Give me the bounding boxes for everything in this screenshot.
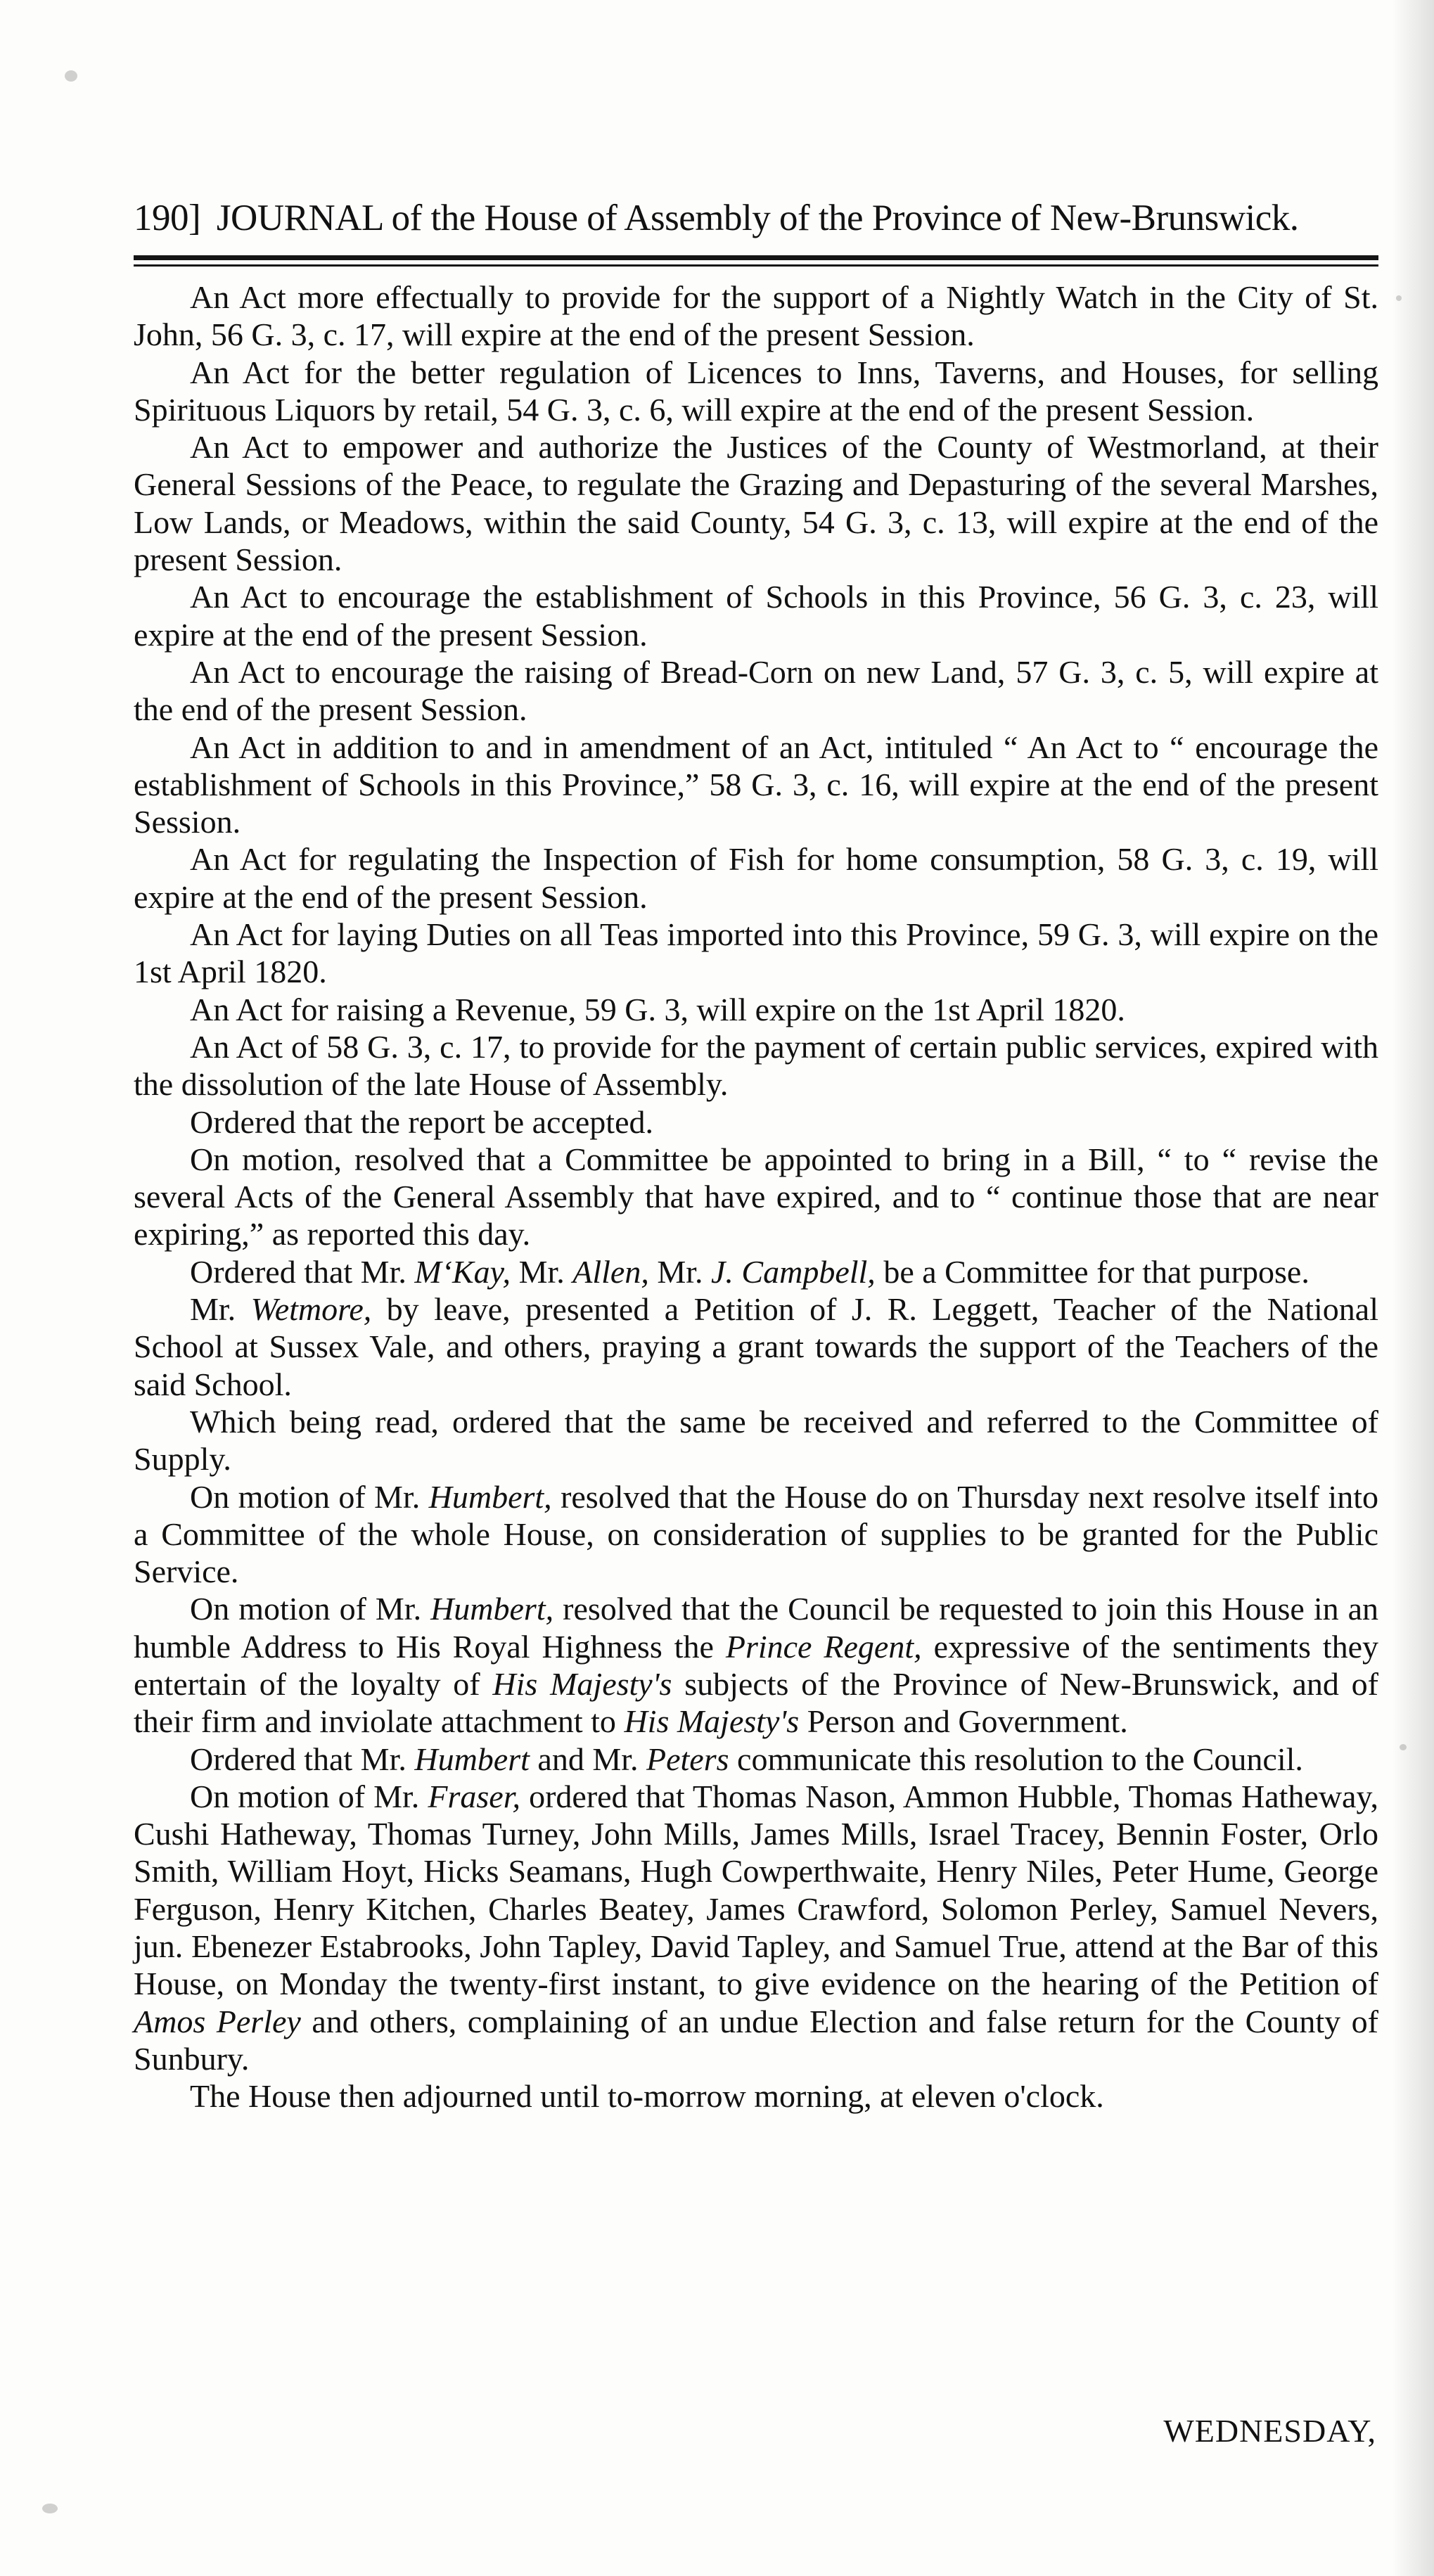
- page-edge-shadow: [1392, 0, 1434, 2576]
- italic-text: His Majesty's: [624, 1703, 800, 1740]
- scan-speckle: [1396, 295, 1402, 301]
- paragraph-text: Person and Government.: [799, 1703, 1128, 1740]
- journal-paragraph: [134, 578, 1378, 653]
- paragraph-text: On motion of Mr.: [190, 1778, 428, 1814]
- journal-paragraph: [134, 1741, 1378, 1778]
- paragraph-text: An Act for the better regulation of Licences to Inns, Taverns, and Houses, for selling Spirituous Liquors by retail, 54 G. 3, c. 6, will expire at the end of the present Session.: [134, 354, 1378, 428]
- journal-paragraph: [134, 1253, 1378, 1290]
- paragraph-text: communicate this resolution to the Council.: [729, 1741, 1303, 1777]
- paragraph-text: An Act to encourage the establishment of Schools in this Province, 56 G. 3, c. 23, will expire at the end of the present Session.: [134, 579, 1378, 653]
- journal-paragraph: [134, 653, 1378, 729]
- journal-paragraph: [134, 278, 1378, 354]
- paragraph-text: An Act of 58 G. 3, c. 17, to provide for the payment of certain public services, expired with the dissolution of the late House of Assembly.: [134, 1028, 1378, 1103]
- paragraph-text: An Act to empower and authorize the Justices of the County of Westmorland, at their General Sessions of the Peace, to regulate the Grazing and Depasturing of the several Marshes, Low Lands, or Meadows, within the said County, 54 G. 3, c. 13, will expire at the end of the present Session.: [134, 429, 1378, 578]
- header-rule-thick: [134, 255, 1378, 260]
- italic-text: J. Campbell,: [711, 1253, 876, 1290]
- paragraph-text: An Act more effectually to provide for the support of a Nightly Watch in the City of St. John, 56 G. 3, c. 17, will expire at the end of the present Session.: [134, 279, 1378, 353]
- journal-paragraph: [134, 1590, 1378, 1740]
- journal-title: JOURNAL of the House of Assembly of the Province of New-Brunswick.: [216, 198, 1299, 238]
- journal-paragraph: [134, 1028, 1378, 1103]
- italic-text: His Majesty's: [492, 1665, 672, 1702]
- journal-paragraph: [134, 1403, 1378, 1478]
- paragraph-text: On motion, resolved that a Committee be appointed to bring in a Bill, “ to “ revise the several Acts of the General Assembly that have expired, and to “ continue those that are near expiring,” as reported this day.: [134, 1141, 1378, 1252]
- paragraph-text: An Act to encourage the raising of Bread-Corn on new Land, 57 G. 3, c. 5, will expire at the end of the present Session.: [134, 653, 1378, 728]
- italic-text: Allen,: [572, 1253, 649, 1290]
- journal-paragraph: [134, 1290, 1378, 1403]
- paragraph-text: On motion of Mr.: [190, 1591, 431, 1627]
- scan-speckle: [1400, 1744, 1407, 1750]
- scan-speckle: [42, 2504, 58, 2513]
- journal-paragraph: [134, 1103, 1378, 1141]
- journal-body: [134, 278, 1378, 2115]
- paragraph-text: ordered that Thomas Nason, Ammon Hubble, Thomas Hatheway, Cushi Hatheway, Thomas Turney, John Mills, James Mills, Israel Tracey, Bennin Foster, Orlo Smith, William Hoyt, Hicks Seamans, Hugh Cowperthwaite, Henry Niles, Peter Hume, George Ferguson, Henry Kitchen, Charles Beatey, James Crawford, Solomon Perley, Samuel Nevers, jun. Ebenezer Estabrooks, John Tapley, David Tapley, and Samuel True, attend at the Bar of this House, on Monday the twenty-first instant, to give evidence on the hearing of the Petition of: [134, 1778, 1378, 2002]
- paragraph-text: Mr.: [648, 1253, 712, 1290]
- paragraph-text: and others, complaining of an undue Election and false return for the County of Sunbury.: [134, 2003, 1378, 2077]
- scan-speckle: [65, 70, 77, 82]
- italic-text: M‘Kay,: [414, 1253, 511, 1290]
- italic-text: Humbert,: [428, 1478, 552, 1515]
- paragraph-text: expressive of the sentiments they entertain of the loyalty of: [134, 1628, 1379, 1702]
- paragraph-text: resolved that the House do on Thursday next resolve itself into a Committee of the whole House, on consideration of supplies to be granted for the Public Service.: [134, 1478, 1378, 1590]
- paragraph-text: be a Committee for that purpose.: [875, 1253, 1310, 1290]
- paragraph-text: Ordered that the report be accepted.: [190, 1103, 653, 1140]
- paragraph-text: An Act for regulating the Inspection of Fish for home consumption, 58 G. 3, c. 19, will expire at the end of the present Session.: [134, 841, 1378, 915]
- paragraph-text: Which being read, ordered that the same be received and referred to the Committee of Supply.: [134, 1403, 1378, 1478]
- paragraph-text: An Act for raising a Revenue, 59 G. 3, will expire on the 1st April 1820.: [190, 991, 1125, 1027]
- paragraph-text: On motion of Mr.: [190, 1478, 429, 1515]
- journal-paragraph: [134, 916, 1378, 991]
- journal-paragraph: [134, 428, 1378, 578]
- italic-text: Wetmore,: [250, 1291, 372, 1328]
- paragraph-text: Mr.: [511, 1253, 573, 1290]
- italic-text: Amos Perley: [134, 2003, 301, 2039]
- journal-paragraph: [134, 840, 1378, 916]
- paragraph-text: An Act for laying Duties on all Teas imported into this Province, 59 G. 3, will expire on the 1st April 1820.: [134, 916, 1378, 990]
- paragraph-text: subjects of the Province of New-Brunswick, and of their firm and inviolate attachment to: [134, 1665, 1378, 1740]
- italic-text: Humbert,: [430, 1591, 554, 1627]
- italic-text: Fraser,: [428, 1778, 520, 1814]
- journal-paragraph: [134, 1778, 1378, 2077]
- paragraph-text: Mr.: [190, 1291, 251, 1328]
- paragraph-text: The House then adjourned until to-morrow morning, at eleven o'clock.: [190, 2078, 1104, 2115]
- paragraph-text: An Act in addition to and in amendment of an Act, intituled “ An Act to “ encourage the establishment of Schools in this Province,” 58 G. 3, c. 16, will expire at the end of the present Session.: [134, 729, 1378, 840]
- journal-paragraph: [134, 729, 1378, 841]
- italic-text: Humbert: [414, 1741, 530, 1777]
- journal-paragraph: [134, 354, 1378, 429]
- catchword: WEDNESDAY,: [1163, 2413, 1376, 2449]
- running-header: [134, 193, 1378, 243]
- journal-paragraph: [134, 991, 1378, 1028]
- paragraph-text: resolved that the Council be requested to join this House in an humble Address to His Royal Highness the: [134, 1591, 1379, 1665]
- journal-paragraph: [134, 2077, 1378, 2115]
- paragraph-text: Ordered that Mr.: [190, 1741, 415, 1777]
- paragraph-text: by leave, presented a Petition of J. R. Leggett, Teacher of the National School at Sussex Vale, and others, praying a grant towards the support of the Teachers of the said School.: [134, 1291, 1379, 1402]
- page-number: 190]: [134, 198, 201, 238]
- paragraph-text: Ordered that Mr.: [190, 1253, 415, 1290]
- journal-paragraph: [134, 1141, 1378, 1253]
- journal-paragraph: [134, 1478, 1378, 1591]
- paragraph-text: and Mr.: [529, 1741, 647, 1777]
- header-rule-thin: [134, 264, 1378, 267]
- italic-text: Prince Regent,: [725, 1628, 922, 1665]
- italic-text: Peters: [646, 1741, 729, 1777]
